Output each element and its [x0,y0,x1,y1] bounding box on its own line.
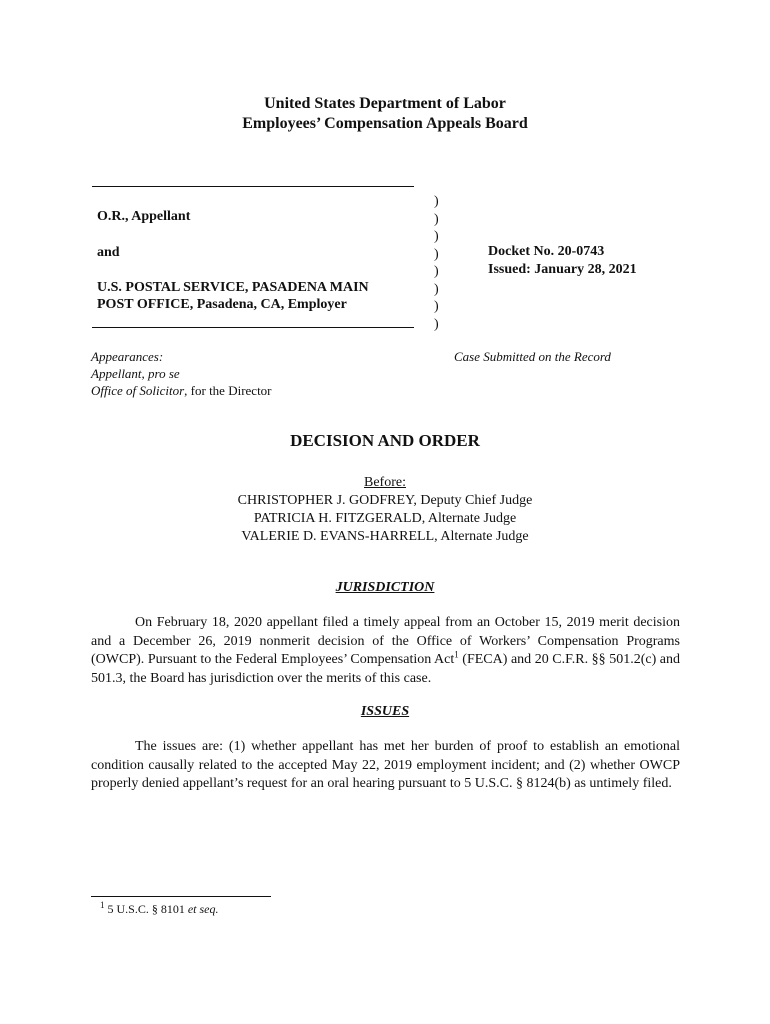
agency-name: United States Department of Labor [264,95,506,112]
caption-and: and [97,245,120,260]
issues-heading: ISSUES [360,704,410,719]
decision-title: DECISION AND ORDER [290,431,480,450]
footnote [100,902,219,917]
footnote-text: 5 U.S.C. § 8101 [107,902,188,916]
docket-number: Docket No. 20-0743 [488,244,605,259]
issues-paragraph: The issues are: (1) whether appellant has met her burden of proof to establish an emotional condition causally related to the accepted May 22, 2019 employment incident; and (2) whether OWCP properly denied appellant’s request for an oral hearing pursuant to 5 U.S.C. § 8124(b) as untimely filed. [91,739,680,791]
employer-line-1: U.S. POSTAL SERVICE, PASADENA MAIN [97,280,369,295]
paren: ) [434,211,439,227]
paren: ) [434,316,439,332]
solicitor-appearance: Office of Solicitor, for the Director [91,383,272,398]
judge-name: CHRISTOPHER J. GODFREY, Deputy Chief Judge [237,493,533,508]
before-label: Before: [364,475,406,490]
footnote-reference: 1 [454,649,459,660]
appearances [91,348,272,399]
employer-line-2: POST OFFICE, Pasadena, CA, Employer [97,297,347,312]
panel-of-judges [0,474,770,546]
judge-name: PATRICIA H. FITZGERALD, Alternate Judge [253,511,517,526]
caption-top-rule [92,186,414,187]
footnote-italic: et seq. [187,902,219,916]
jurisdiction-paragraph: On February 18, 2020 appellant filed a timely appeal from an October 15, 2019 merit decision and a December 26, 2019 nonmerit decision of the Office of Workers’ Compensation Programs (OWCP). Pursuant to the Federal Employees’ Compensation Act$^1$ (FECA) and 20 C.F.R. §§ 501.2(c) and 501.3, the Board has jurisdiction over the merits of this case. [91,615,681,686]
footnote-number: 1 [100,900,105,910]
appellant-name: O.R., Appellant [97,209,191,224]
paren: ) [434,229,439,244]
paren: ) [434,194,439,209]
appellant-appearance: Appellant, pro se [91,366,180,381]
jurisdiction-heading: JURISDICTION [335,580,435,595]
paren: ) [434,264,439,279]
docket-info [488,243,637,279]
board-name: Employees’ Compensation Appeals Board [242,115,528,132]
footnote-rule [91,896,271,897]
caption-parentheses [434,193,444,333]
agency-header [0,94,770,134]
judge-name: VALERIE D. EVANS-HARRELL, Alternate Judge [241,529,529,544]
appearances-label: Appearances: [91,349,164,364]
caption-bottom-rule [92,327,414,328]
paren: ) [434,281,439,297]
case-submitted-note: Case Submitted on the Record [454,349,611,364]
paren: ) [434,246,439,262]
issued-date: Issued: January 28, 2021 [488,262,637,277]
paren: ) [434,299,439,314]
employer-name [97,279,369,313]
